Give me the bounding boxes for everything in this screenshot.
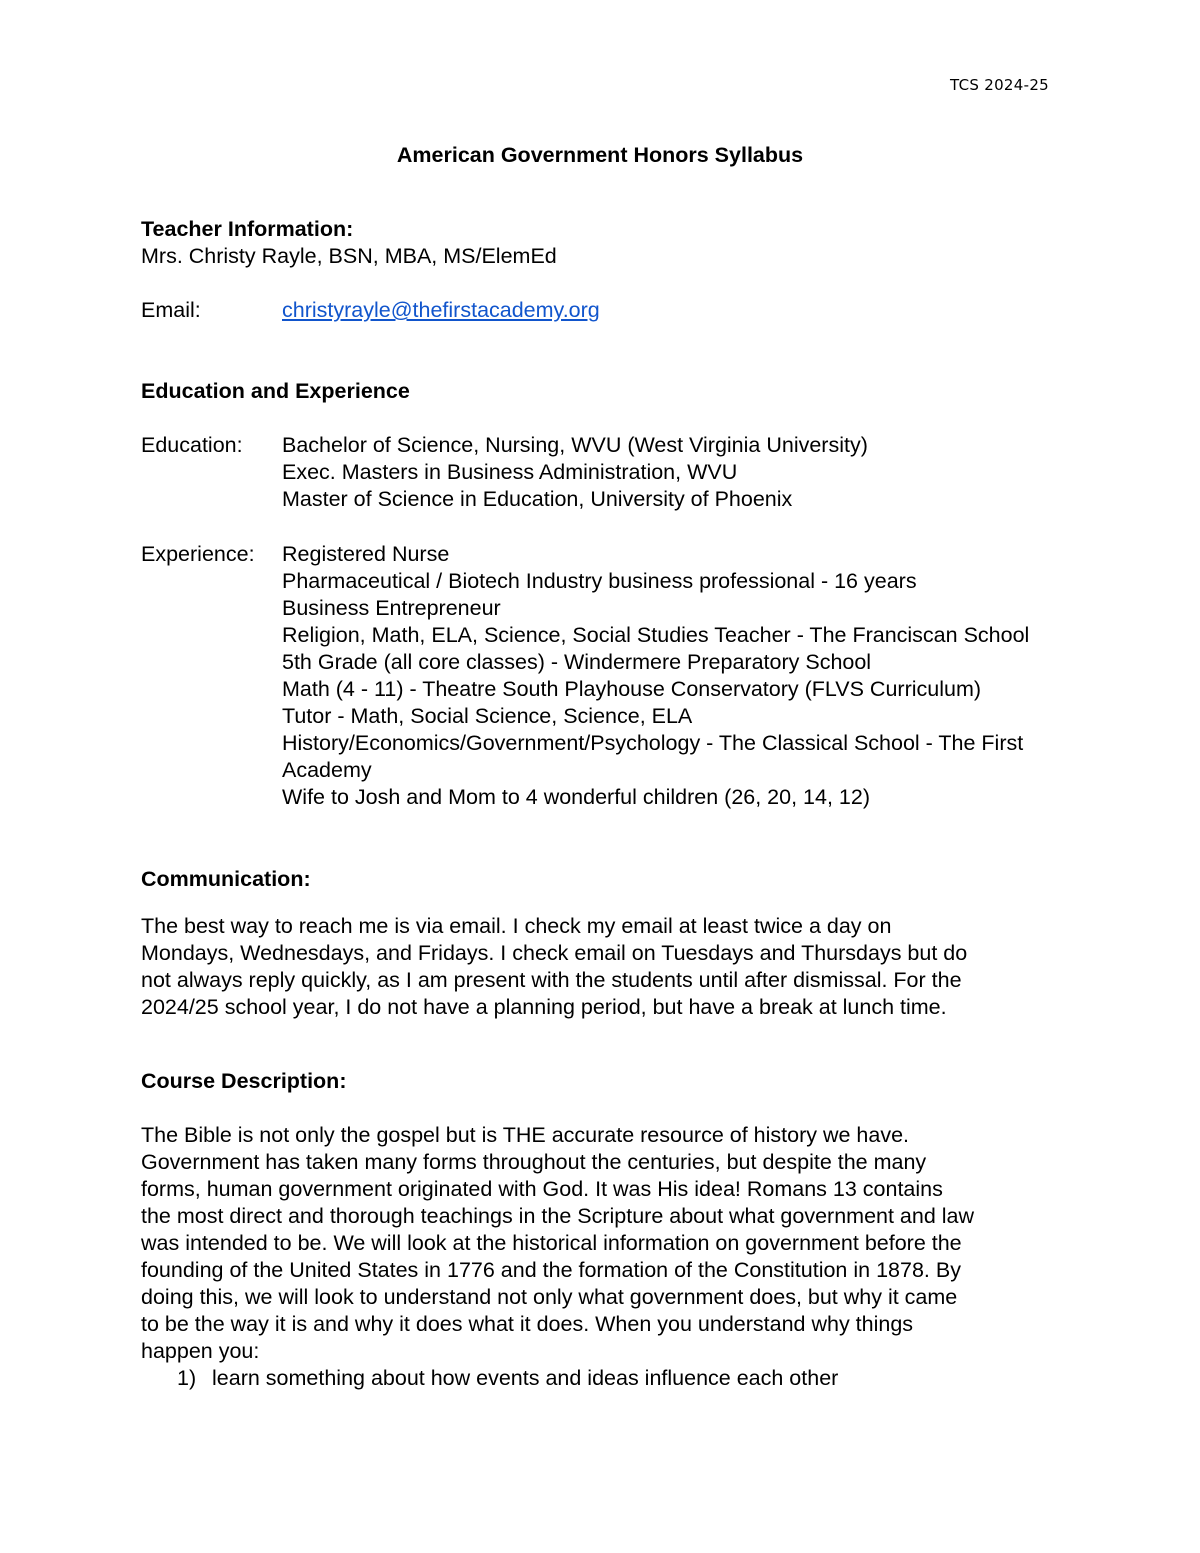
paragraph-line: not always reply quickly, as I am present with the students until after dismissal. For the [141, 968, 962, 992]
teacher-info-heading: Teacher Information: [141, 217, 354, 241]
experience-item: Wife to Josh and Mom to 4 wonderful children (26, 20, 14, 12) [282, 785, 870, 809]
experience-item: Tutor - Math, Social Science, Science, ELA [282, 704, 693, 728]
paragraph-line: doing this, we will look to understand not only what government does, but why it came [141, 1285, 958, 1309]
numbered-list-item [177, 1365, 838, 1392]
email-label: Email: [141, 298, 201, 322]
experience-item: Religion, Math, ELA, Science, Social Studies Teacher - The Franciscan School [282, 623, 1030, 647]
list-item-text: learn something about how events and ideas influence each other [212, 1366, 839, 1390]
list-number: 1) [177, 1366, 197, 1390]
experience-item: 5th Grade (all core classes) - Windermere Preparatory School [282, 650, 872, 674]
email-link[interactable]: christyrayle@thefirstacademy.org [282, 298, 600, 322]
experience-item: Business Entrepreneur [282, 596, 501, 620]
teacher-name: Mrs. Christy Rayle, BSN, MBA, MS/ElemEd [141, 244, 557, 268]
education-item: Bachelor of Science, Nursing, WVU (West Virginia University) [282, 433, 868, 457]
experience-item: Math (4 - 11) - Theatre South Playhouse Conservatory (FLVS Curriculum) [282, 677, 982, 701]
experience-label: Experience: [141, 542, 255, 566]
course-description-heading: Course Description: [141, 1069, 347, 1093]
education-list [282, 432, 868, 513]
paragraph-line: The best way to reach me is via email. I check my email at least twice a day on [141, 914, 892, 938]
paragraph-line: founding of the United States in 1776 and the formation of the Constitution in 1878. By [141, 1258, 961, 1282]
paragraph-line: Mondays, Wednesdays, and Fridays. I check email on Tuesdays and Thursdays but do [141, 941, 968, 965]
paragraph-line: Government has taken many forms throughout the centuries, but despite the many [141, 1150, 927, 1174]
paragraph-line: to be the way it is and why it does what it does. When you understand why things [141, 1312, 914, 1336]
experience-item: Academy [282, 758, 372, 782]
experience-list [282, 541, 1029, 811]
communication-heading: Communication: [141, 867, 311, 891]
experience-item: Registered Nurse [282, 542, 450, 566]
document-code: TCS 2024-25 [950, 76, 1050, 94]
education-item: Exec. Masters in Business Administration, WVU [282, 460, 738, 484]
course-description-paragraph [141, 1122, 1071, 1365]
experience-item: History/Economics/Government/Psychology - The Classical School - The First [282, 731, 1024, 755]
paragraph-line: was intended to be. We will look at the historical information on government before the [141, 1231, 962, 1255]
paragraph-line: happen you: [141, 1339, 260, 1363]
education-experience-heading: Education and Experience [141, 379, 410, 403]
education-item: Master of Science in Education, University of Phoenix [282, 487, 793, 511]
education-label: Education: [141, 433, 243, 457]
paragraph-line: forms, human government originated with God. It was His idea! Romans 13 contains [141, 1177, 943, 1201]
paragraph-line: The Bible is not only the gospel but is THE accurate resource of history we have. [141, 1123, 910, 1147]
paragraph-line: the most direct and thorough teachings in the Scripture about what government and law [141, 1204, 975, 1228]
page-title: American Government Honors Syllabus [396, 143, 804, 167]
experience-item: Pharmaceutical / Biotech Industry business professional - 16 years [282, 569, 917, 593]
paragraph-line: 2024/25 school year, I do not have a planning period, but have a break at lunch time. [141, 995, 947, 1019]
communication-paragraph [141, 913, 1071, 1021]
